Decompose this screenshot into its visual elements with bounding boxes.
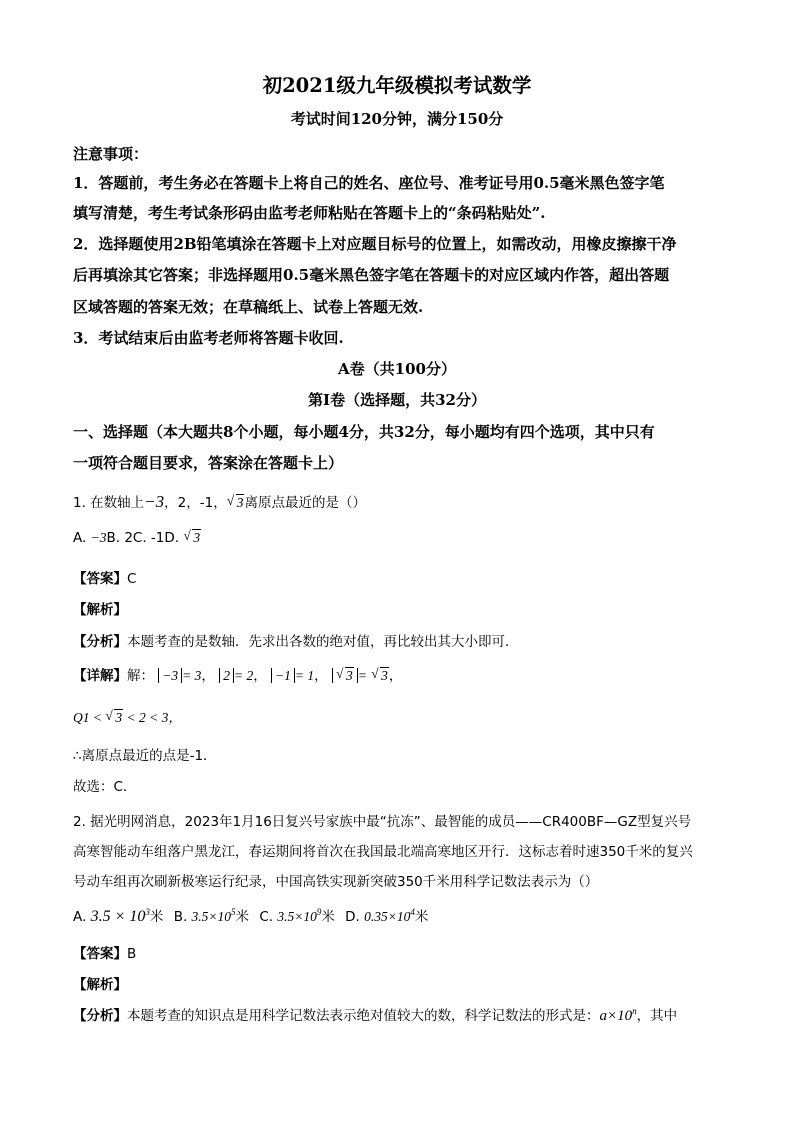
analysis-tag: 【解析】 [73, 977, 127, 993]
exam-subtitle: 考试时间120分钟，满分150分 [290, 110, 504, 128]
inequality-suffix: < 2 < 3 [126, 710, 169, 725]
abs-sqrt-arg: 3 [345, 668, 353, 683]
question-2-fenxi-formula: a×10 [599, 1008, 633, 1024]
question-2-option-b-exp: 5 [231, 907, 236, 917]
question-1-detail-lead: 解： [127, 668, 154, 684]
question-1-inequality [73, 706, 182, 726]
question-2-fenxi-end: ，其中 [636, 1008, 678, 1024]
part-one-heading: 第I卷（选择题，共32分） [308, 391, 486, 409]
question-1-option-a-value: −3 [90, 530, 107, 545]
question-2-stem-line-1: 2. 据光明网消息，2023年1月16日复兴号家族中最“抗冻”、最智能的成员——CR400BF—GZ型复兴号 [73, 814, 692, 830]
question-2-fenxi-exp: n [632, 1006, 637, 1016]
answer-tag: 【答案】 [73, 946, 127, 962]
question-2-option-c-coef: 3.5×10 [277, 909, 317, 924]
notice-item-2-line-1: 2．选择题使用2B铅笔填涂在答题卡上对应题目标号的位置上，如需改动，用橡皮擦擦干净 [73, 235, 677, 253]
detail-tag: 【详解】 [73, 668, 127, 684]
abs-result-4-sqrt [371, 668, 389, 684]
question-2-option-d-label: D. [345, 909, 360, 925]
question-1-text-a: 1. 在数轴上 [73, 495, 145, 511]
question-1-choose: 故选：C． [73, 779, 137, 795]
question-1-option-b: B. 2 [106, 530, 133, 546]
inequality-sqrt-arg: 3 [115, 710, 123, 725]
question-1-text-b: ，2，-1， [164, 495, 227, 511]
abs-result-4-arg: 3 [381, 668, 388, 683]
question-1-option-d-sqrt [183, 530, 201, 546]
question-2-option-c-label: C. [259, 909, 274, 925]
question-1-option-a-label: A. [73, 530, 87, 546]
abs-expression-1: −3 [158, 668, 182, 683]
question-1-option-d-label: D. [164, 530, 180, 546]
question-2-fenxi [73, 1004, 677, 1025]
question-2-answer [73, 942, 136, 962]
fenxi-tag: 【分析】 [73, 634, 127, 650]
question-2-option-d-exp: 4 [410, 907, 415, 917]
question-1-fenxi-text: 本题考查的是数轴．先求出各数的绝对值，再比较出其大小即可． [127, 634, 519, 650]
abs-expression-2: 2 [219, 668, 234, 683]
question-1-options [73, 530, 201, 546]
notice-heading: 注意事项： [73, 145, 149, 163]
question-1-sqrt-arg: 3 [236, 495, 244, 510]
section-heading-line-2: 一项符合题目要求，答案涂在答题卡上） [73, 454, 344, 472]
inequality-sqrt [105, 710, 123, 726]
question-2-option-c-exp: 9 [316, 907, 322, 917]
question-1-option-c: C. -1 [132, 530, 165, 546]
abs-result-3: = 1 [294, 668, 315, 683]
inequality-end: ， [168, 710, 182, 725]
question-1-fenxi [73, 630, 519, 650]
question-2-option-c-unit: 米 [321, 909, 335, 925]
question-2-option-b-label: B. [173, 909, 188, 925]
abs-expression-4 [332, 668, 358, 683]
analysis-tag: 【解析】 [73, 602, 127, 618]
question-1-answer [73, 567, 136, 587]
abs-result-1: = 3 [182, 668, 202, 683]
abs-expression-3: −1 [271, 668, 295, 683]
question-2-fenxi-text: 本题考查的知识点是用科学记数法表示绝对值较大的数，科学记数法的形式是： [127, 1008, 600, 1024]
notice-item-2-line-3: 区域答题的答案无效；在草稿纸上、试卷上答题无效. [73, 298, 424, 316]
question-1-stem [73, 491, 366, 512]
section-heading-line-1: 一、选择题（本大题共8个小题，每小题4分，共32分，每小题均有四个选项，其中只有 [73, 423, 655, 441]
question-1-sqrt [227, 495, 245, 511]
question-2-option-d-coef: 0.35×10 [364, 909, 411, 924]
section-a-heading: A卷（共100分） [338, 360, 456, 378]
notice-item-1-line-2: 填写清楚，考生考试条形码由监考老师粘贴在答题卡上的“条码粘贴处”. [73, 204, 546, 222]
question-2-option-a-label: A. [73, 909, 87, 925]
notice-item-2-line-2: 后再填涂其它答案；非选择题用0.5毫米黑色签字笔在答题卡的对应区域内作答，超出答题 [73, 266, 670, 284]
question-2-options [73, 905, 428, 926]
inequality-prefix: Q1 < [73, 710, 102, 725]
exam-title: 初2021级九年级模拟考试数学 [262, 74, 532, 97]
separator: ， [253, 668, 267, 684]
question-2-option-a-coef: 3.5 × 10 [90, 908, 146, 925]
fenxi-tag: 【分析】 [73, 1008, 127, 1024]
question-1-neg3: −3 [144, 492, 165, 511]
question-1-text-c: 离原点最近的是（） [244, 495, 366, 511]
question-2-stem-line-2: 高寒智能动车组落户黑龙江，春运期间将首次在我国最北端高寒地区开行．这标志着时速350千米的复兴 [73, 844, 693, 860]
notice-item-1-line-1: 1．答题前，考生务必在答题卡上将自己的姓名、座位号、准考证号用0.5毫米黑色签字笔 [73, 174, 665, 192]
separator: ， [314, 668, 328, 684]
question-1-answer-value: C [127, 571, 137, 587]
question-1-therefore: ∴离原点最近的点是-1． [73, 748, 217, 764]
answer-tag: 【答案】 [73, 571, 127, 587]
abs-equals: = [357, 668, 367, 683]
question-2-analysis [73, 973, 127, 993]
separator: ， [201, 668, 215, 684]
question-2-option-b-coef: 3.5×10 [191, 909, 232, 924]
question-2-option-a-unit: 米 [149, 909, 164, 925]
question-2-option-a-exp: 3 [145, 907, 150, 917]
notice-item-3: 3．考试结束后由监考老师将答题卡收回. [73, 329, 344, 347]
question-1-detail [73, 664, 402, 684]
question-2-option-b-unit: 米 [235, 909, 250, 925]
question-2-stem-line-3: 号动车组再次刷新极寒运行纪录，中国高铁实现新突破350千米用科学记数法表示为（） [73, 874, 599, 890]
abs-result-2: = 2 [233, 668, 254, 683]
question-1-option-d-sqrt-arg: 3 [193, 530, 201, 545]
question-1-analysis [73, 598, 127, 618]
question-2-option-d-unit: 米 [414, 909, 429, 925]
question-2-answer-value: B [127, 946, 137, 962]
separator: ， [388, 668, 403, 684]
